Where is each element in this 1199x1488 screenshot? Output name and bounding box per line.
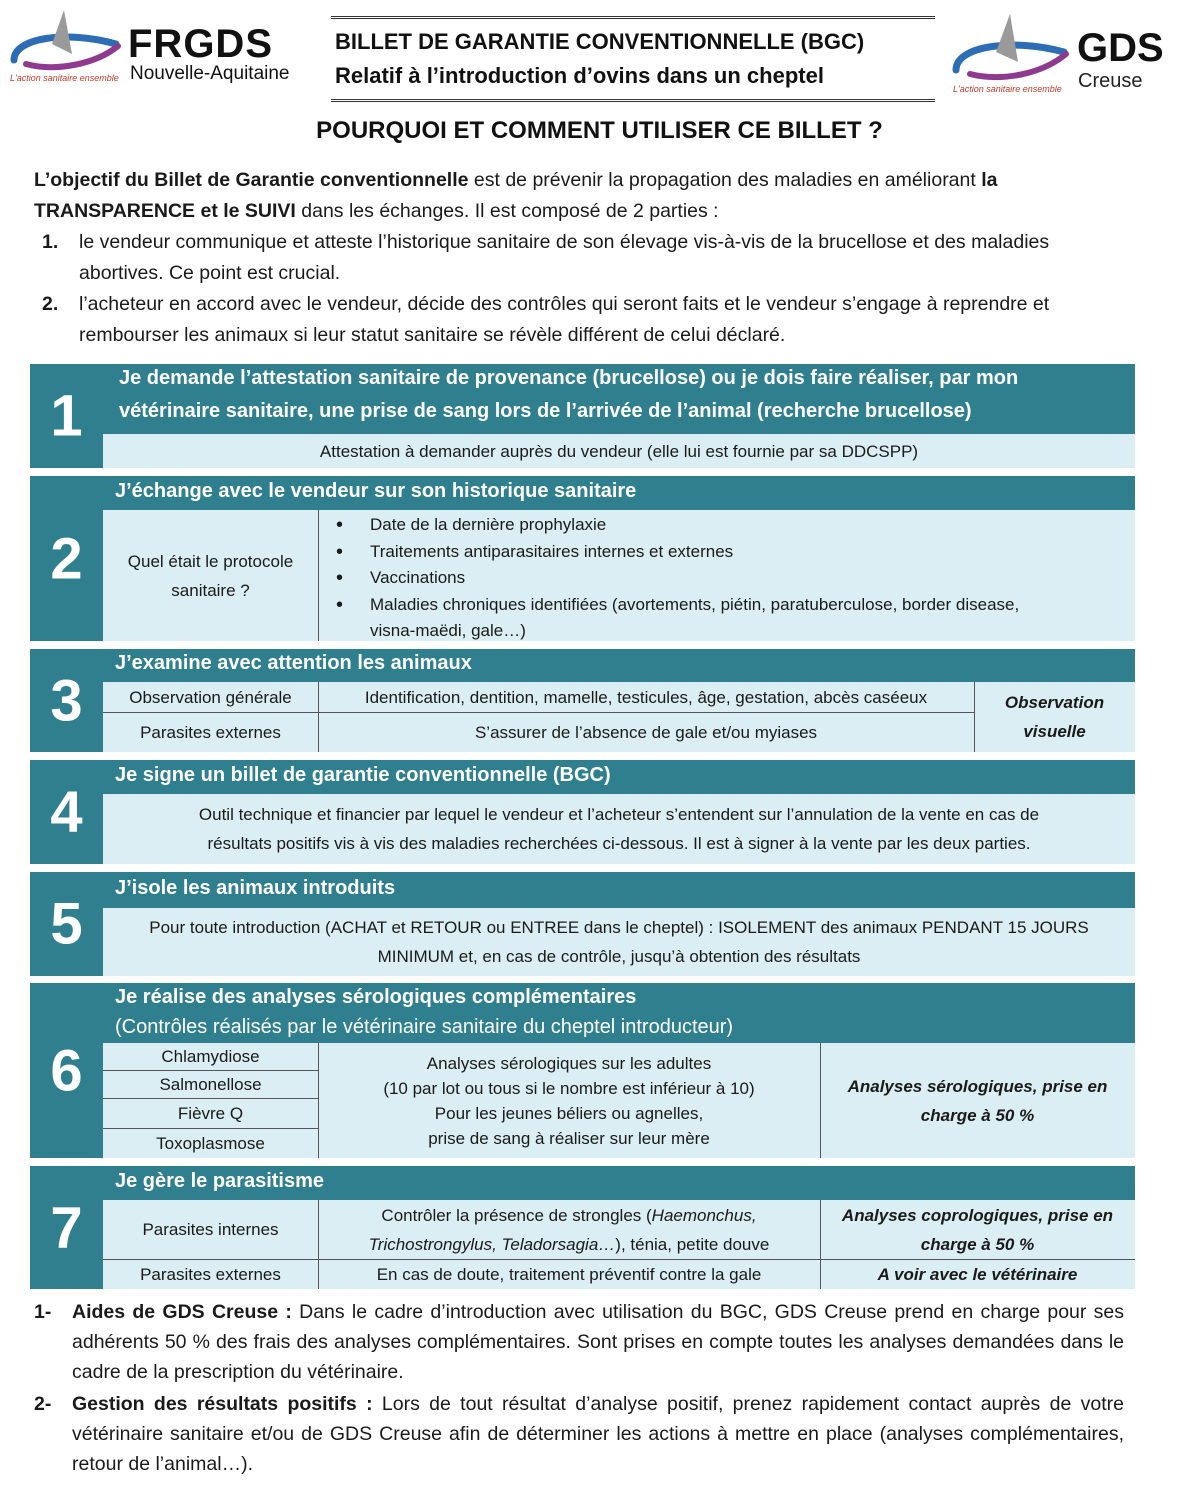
step-body: [103, 794, 1135, 864]
frgds-tagline: L'action sanitaire ensemble: [10, 73, 119, 83]
step-header: [103, 649, 1135, 682]
intro-item-number: 1.: [42, 231, 59, 253]
step-body: [103, 434, 1135, 468]
parasite-internal-text: [369, 1201, 770, 1259]
species-list: Trichostrongylus, Teladorsagia…: [368, 1234, 616, 1254]
step-body-line-1: Outil technique et financier par lequel le vendeur et l’acheteur s’entendent sur l’annulation de la vente en cas de: [198, 805, 1040, 824]
detail-text: ), ténia, petite douve: [615, 1234, 770, 1254]
gds-region: Creuse: [1078, 70, 1143, 92]
step-title-line-1: Je demande l’attestation sanitaire de provenance (brucellose) ou je dois faire réaliser, par mon: [119, 367, 1019, 389]
divider: [318, 1200, 319, 1289]
step-body-text: [103, 794, 1135, 864]
step-title-line-2: (Contrôles réalisés par le vétérinaire sanitaire du cheptel introducteur): [115, 1016, 734, 1038]
step-header: [103, 364, 1135, 434]
coprology-side-line-2: charge à 50 %: [920, 1234, 1035, 1254]
step-title-line-2: vétérinaire sanitaire, une prise de sang lors de l’arrivée de l’animal (recherche brucellose): [119, 400, 972, 422]
step-number: 2: [50, 526, 83, 591]
bullet-item: • Maladies chroniques identifiées (avortements, piétin, paratuberculose, border disease,: [318, 592, 1019, 619]
coprology-side: [820, 1200, 1135, 1259]
step-header: [103, 1166, 1135, 1200]
step-number-box: [30, 983, 103, 1158]
serology-side: [820, 1043, 1135, 1158]
serology-line: prise de sang à réaliser sur leur mère: [428, 1128, 710, 1148]
gds-name: GDS: [1077, 26, 1164, 70]
step-body-line-2: MINIMUM et, en cas de contrôle, jusqu’à obtention des résultats: [377, 947, 861, 966]
intro-section: [34, 165, 1124, 351]
divider: [103, 1128, 318, 1129]
intro-item: [34, 227, 1124, 289]
intro-item-text: le vendeur communique et atteste l’historique sanitaire de son élevage vis-à-vis de la brucellose et des maladies abortives. Ce point est crucial.: [79, 231, 1050, 284]
note-number: 2-: [34, 1393, 52, 1415]
document-title-box: [331, 16, 935, 102]
step-header: [103, 476, 1135, 510]
step-title: J’examine avec attention les animaux: [115, 652, 472, 674]
species-haemonchus: Haemonchus,: [651, 1205, 757, 1225]
step-number: 5: [50, 891, 83, 957]
step-body: [103, 1043, 1135, 1158]
bullet-item: • Traitements antiparasitaires internes et externes: [318, 539, 1019, 566]
intro-paragraph: [34, 165, 1124, 227]
coprology-side-line-1: Analyses coprologiques, prise en: [841, 1205, 1114, 1225]
step-4: [30, 760, 1135, 864]
step-6: [30, 983, 1135, 1158]
parasite-label: Parasites externes: [140, 1265, 281, 1284]
step-2: [30, 476, 1135, 641]
frgds-region: Nouvelle-Aquitaine: [130, 63, 290, 84]
intro-item-text: l’acheteur en accord avec le vendeur, décide des contrôles qui seront faits et le vendeur s’engage à reprendre et rembourser les animaux si leur statut sanitaire se révèle différent de celui déclaré.: [79, 293, 1050, 346]
note-text: Lors de tout résultat d’analyse positif, prenez rapidement contact auprès de votre vétérinaire sanitaire et/ou de GDS Creuse afin de déterminer les actions à mettre en place (analyses complémentaires, retour de l’animal…).: [72, 1393, 1124, 1475]
step-body-line-1: Pour toute introduction (ACHAT et RETOUR ou ENTREE dans le cheptel) : ISOLEMENT des animaux PENDANT 15 JOURS: [149, 918, 1089, 937]
step-header: [103, 760, 1135, 794]
step-number-box: [30, 760, 103, 864]
intro-bold-transparence: la TRANSPARENCE et le SUIVI: [34, 169, 998, 222]
disease-cell: Toxoplasmose: [156, 1133, 265, 1153]
intro-item-number: 2.: [42, 293, 59, 315]
exam-detail: Identification, dentition, mamelle, testicules, âge, gestation, abcès caséeux: [364, 687, 928, 707]
observation-side-line-1: Observation: [1004, 693, 1105, 712]
divider: [974, 682, 975, 752]
step-number-box: [30, 364, 103, 468]
protocol-question: [103, 510, 318, 641]
note-item: [34, 1389, 1124, 1479]
divider: [820, 1043, 821, 1158]
disease-cell: Chlamydiose: [161, 1047, 260, 1066]
step-number-box: [30, 649, 103, 752]
serology-line: (10 par lot ou tous si le nombre est inférieur à 10): [383, 1078, 755, 1098]
step-title: Je signe un billet de garantie conventionnelle (BGC): [115, 764, 611, 786]
intro-item: [34, 289, 1124, 351]
intro-text-2: dans les échanges. Il est composé de 2 parties :: [295, 200, 719, 222]
main-question: POURQUOI ET COMMENT UTILISER CE BILLET ?: [316, 117, 883, 144]
exam-label: Parasites externes: [140, 723, 281, 742]
note-title: Aides de GDS Creuse :: [72, 1301, 292, 1323]
bullet-item: • Vaccinations: [318, 565, 1019, 592]
step-1: [30, 364, 1135, 468]
step-number: 3: [50, 668, 83, 733]
notes-section: [34, 1297, 1124, 1481]
step-number: 1: [50, 383, 83, 449]
step-body: [103, 908, 1135, 976]
protocol-question-line-1: Quel était le protocole: [127, 551, 294, 571]
divider: [820, 1200, 821, 1289]
frgds-name: FRGDS: [128, 22, 273, 66]
disease-cell: Salmonellose: [159, 1074, 262, 1094]
observation-side: [974, 682, 1135, 752]
intro-bold-objective: L’objectif du Billet de Garantie conventionnelle: [34, 169, 469, 191]
observation-side-line-2: visuelle: [1023, 722, 1086, 741]
step-number: 6: [50, 1038, 83, 1103]
divider: [103, 1259, 1135, 1260]
step-title: J’isole les animaux introduits: [115, 877, 396, 899]
parasite-external-detail: En cas de doute, traitement préventif contre la gale: [376, 1265, 762, 1284]
exam-detail: S’assurer de l’absence de gale et/ou myiases: [474, 723, 818, 742]
protocol-question-line-2: sanitaire ?: [171, 580, 250, 600]
divider: [103, 1070, 318, 1071]
step-3: [30, 649, 1135, 752]
serology-line: Pour les jeunes béliers ou agnelles,: [434, 1103, 704, 1123]
vet-side: A voir avec le vétérinaire: [877, 1265, 1078, 1284]
parasite-internal-detail: [318, 1200, 820, 1259]
frgds-swirl-icon: [6, 8, 124, 76]
divider: [103, 1098, 318, 1099]
step-number-box: [30, 1166, 103, 1289]
step-title: Je gère le parasitisme: [115, 1170, 325, 1192]
serology-line: Analyses sérologiques sur les adultes: [426, 1053, 712, 1073]
serology-detail: [318, 1043, 820, 1158]
step-header: [103, 983, 1135, 1043]
bullet-item-continuation: visna-maëdi, gale…): [370, 621, 526, 640]
intro-text-1: est de prévenir la propagation des maladies en améliorant: [468, 169, 982, 191]
serology-side-line-1: Analyses sérologiques, prise en: [847, 1076, 1108, 1096]
step-title: J’échange avec le vendeur sur son historique sanitaire: [115, 480, 637, 502]
step-7: [30, 1166, 1135, 1289]
detail-text: Contrôler la présence de strongles (: [381, 1205, 652, 1225]
disease-cell: Fièvre Q: [177, 1103, 244, 1123]
gds-swirl-icon: [948, 12, 1072, 86]
title-line-2: Relatif à l’introduction d’ovins dans un cheptel: [335, 63, 824, 88]
title-line-1: BILLET DE GARANTIE CONVENTIONNELLE (BGC): [335, 29, 865, 54]
step-number: 7: [50, 1195, 83, 1260]
step-body: [103, 682, 1135, 752]
gds-tagline: L'action sanitaire ensemble: [953, 84, 1062, 94]
step-title-line-1: Je réalise des analyses sérologiques complémentaires: [115, 986, 637, 1008]
divider: [103, 712, 974, 713]
exam-label: Observation générale: [129, 687, 292, 707]
note-item: [34, 1297, 1124, 1387]
divider: [318, 682, 319, 752]
step-body-text: [103, 908, 1135, 976]
history-bullets: [318, 512, 1019, 645]
step-body-line-2: résultats positifs vis à vis des maladies recherchées ci-dessous. Il est à signer à la vente par les deux parties.: [207, 834, 1031, 853]
step-body-text: Attestation à demander auprès du vendeur (elle lui est fournie par sa DDCSPP): [319, 441, 919, 461]
divider: [318, 1043, 319, 1158]
step-number: 4: [50, 779, 83, 845]
step-body: [103, 510, 1135, 641]
step-body: [103, 1200, 1135, 1289]
serology-side-line-2: charge à 50 %: [920, 1105, 1035, 1125]
note-text: Dans le cadre d’introduction avec utilisation du BGC, GDS Creuse prend en charge pour ses adhérents 50 % des frais des analyses complémentaires. Sont prises en compte toutes les analyses demandées dans le cadre de la prescription du vétérinaire.: [72, 1301, 1124, 1383]
step-5: [30, 872, 1135, 976]
note-title: Gestion des résultats positifs :: [72, 1393, 373, 1415]
note-number: 1-: [34, 1301, 52, 1323]
bullet-item: • Date de la dernière prophylaxie: [318, 512, 1019, 539]
step-number-box: [30, 476, 103, 641]
parasite-label: Parasites internes: [142, 1220, 279, 1239]
step-number-box: [30, 872, 103, 976]
step-header: [103, 872, 1135, 908]
